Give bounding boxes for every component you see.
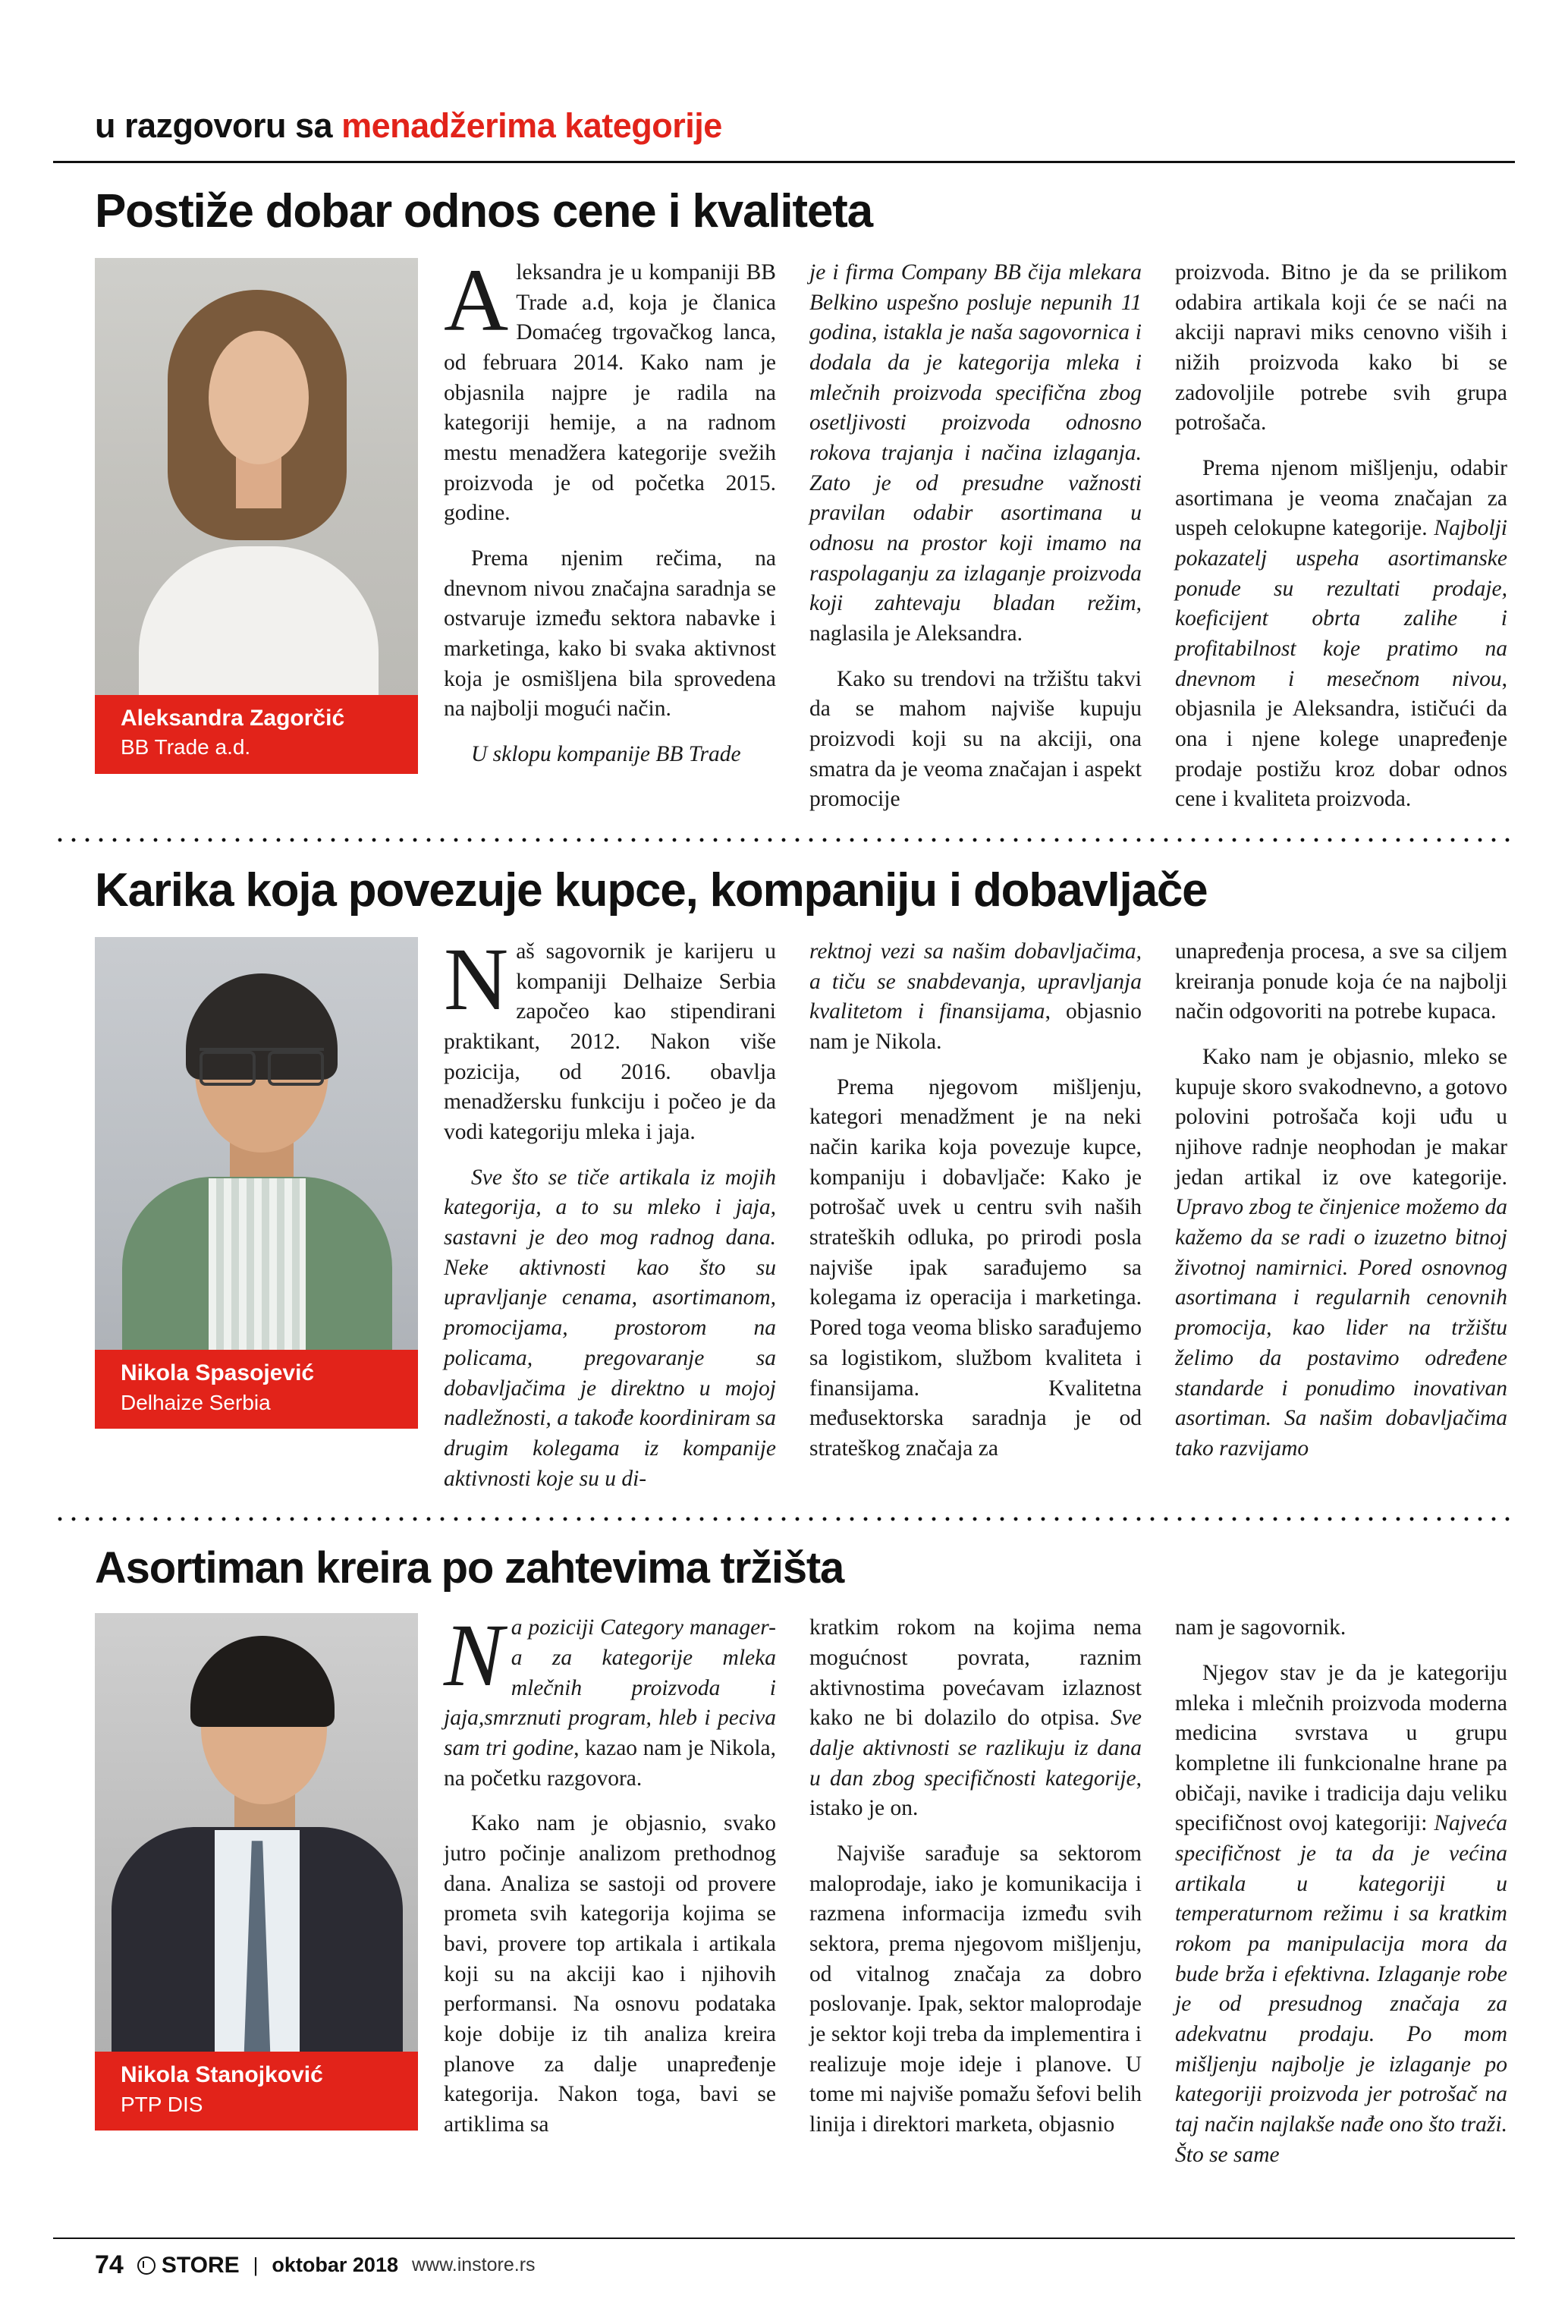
paragraph-text: unapređenja procesa, a sve sa ciljem kreiranja ponude koja će na najbolji način odgovoriti na potrebe kupaca. (1175, 939, 1507, 1024)
paragraph-text: Njegov stav je da je kategoriju mleka i mlečnih proizvoda moderna medicina svrstava u grupu kompletne ili funkcionalne hrane pa običaji, navike i tradicija daju veliku specifičnost ovoj kategoriji: (1175, 1660, 1507, 1836)
paragraph-quote: je i firma Company BB čija mlekara Belkino uspešno posluje nepunih 11 godina, istakla je naša sagovornica i dodala da je kategorija mleka i mlečnih proizvoda specifična zbog osetljivosti proizvoda odnosno rokova trajanja i načina izlaganja. Zato je od presudne važnosti pravilan odabir asortimana u odnosu na prostor koji imamo na raspolaganju za izlaganje proizvoda koji zahtevaju bladan režim (809, 260, 1142, 616)
article-2-columns (444, 929, 1507, 1494)
kicker-red-text: menadžerima kategorije (341, 106, 722, 145)
glasses-icon (200, 1048, 324, 1078)
article-1-body (53, 250, 1515, 815)
article-1-caption (95, 695, 418, 774)
article-3-col-1 (444, 1605, 776, 2170)
paragraph-text: Kako nam je objasnio, svako jutro počinje analizom prethodnog dana. Analiza se sastoji od provere prometa svih kategorija kojima se bavi, provere top artikala i artikala koji su na akciji kao i njihovih performansi. Na osnovu podataka koje dobije iz tih analiza kreira planove za dalje unapređenje kategorija. Nakon toga, bavi se artiklima sa (444, 1811, 776, 2137)
footer-divider (53, 2238, 1515, 2239)
paragraph-text: , naglasila je Aleksandra. (809, 591, 1142, 646)
caption-name: Nikola Stanojković (121, 2062, 323, 2088)
paragraph-text: , istako je on. (809, 1766, 1142, 1821)
paragraph-text: U sklopu kompanije BB Trade (471, 742, 741, 767)
issue-date: oktobar 2018 (272, 2253, 398, 2276)
paragraph-text: Prema njenom mišljenju, odabir asortimana je veoma značajan za uspeh celokupne kategorije. (1175, 456, 1507, 541)
brand-name: STORE (161, 2252, 240, 2278)
article-1-photo-column (95, 258, 444, 815)
article-2-headline: Karika koja povezuje kupce, kompaniju i dobavljače (95, 864, 1208, 917)
article-3-caption (95, 2052, 418, 2131)
article-3-portrait (95, 1613, 418, 2131)
paragraph-text: aš sagovornik je karijeru u kompaniji Delhaize Serbia započeo kao stipendirani praktikant, 2012. Nakon više pozicija, od 2016. obavlja menadžersku funkciju i počeo je da vodi kategoriju mleka i jaja. (444, 939, 776, 1145)
caption-org: BB Trade a.d. (121, 735, 251, 759)
article-1-columns (444, 250, 1507, 815)
article-3-body (53, 1605, 1515, 2170)
article-1-col-3 (1175, 258, 1507, 815)
article-2-col-2 (809, 937, 1142, 1494)
article-3-photo-column (95, 1613, 444, 2170)
paragraph-text: kratkim rokom na kojima nema mogućnost povrata, raznim aktivnostima povećavam izlaznost kako ne bi dolazilo do otpisa. (809, 1615, 1142, 1731)
paragraph-text: Prema njenim rečima, na dnevnom nivou značajna saradnja se ostvaruje između sektora nabavke i marketinga, kako bi svaka aktivnost koja je osmišljena bila sprovedena na najbolji mogući način. (444, 546, 776, 722)
article-1-separator (53, 838, 1515, 842)
paragraph-quote: rektnoj vezi sa našim dobavljačima, a tiču se snabdevanja, upravljanja kvalitetom i finansijama (809, 939, 1142, 1024)
paragraph-quote: Upravo zbog te činjenice možemo da kažemo da se radi o izuzetno bitnoj životnoj namirnici. Pored osnovnog asortimana i regularnih cenovnih promocija, kao lider na tržištu želimo da postavimo određene standarde i ponudimo inovativan asortiman. Sa našim dobavljačima tako razvijamo (1175, 1195, 1507, 1461)
dropcap-letter: N (444, 1605, 504, 1706)
article-3-col-3 (1175, 1613, 1507, 2170)
article-1-headline: Postiže dobar odnos cene i kvaliteta (95, 185, 872, 237)
brand-logo (137, 2253, 240, 2278)
article-1 (53, 184, 1515, 842)
article-3 (53, 1543, 1515, 2170)
article-2-col-1 (444, 929, 776, 1494)
page-number: 74 (95, 2250, 124, 2279)
paragraph-text: nam je sagovornik. (1175, 1615, 1346, 1640)
article-2-body (53, 929, 1515, 1494)
paragraph-text: proizvoda. Bitno je da se prilikom odabira artikala koji će se naći na akciji napravi miks cenovno viših i nižih proizvoda kako bi se zadovoljile potrebe svih grupa potrošača. (1175, 260, 1507, 436)
article-1-col-1 (444, 250, 776, 815)
paragraph-quote: Sve što se tiče artikala iz mojih kategorija, a to su mleko i jaja, sastavni je deo mog radnog dana. Neke aktivnosti kao što su upravljanje cenama, asortimanom, promocijama, prostorom na policama, pregovaranje sa dobavljačima je direktno u mojoj nadležnosti, a takođe koordiniram sa drugim kolegama iz kompanije aktivnosti koje su u di- (444, 1165, 776, 1491)
dropcap-letter: N (444, 929, 509, 1030)
paragraph-text: Prema njegovom mišljenju, kategori menadžment je na neki način karika koja povezuje kupce, kompaniju i dobavljače: Kako je potrošač uvek u centru svih naših strateških odluka, po prirodi posla najviše ipak sarađujemo sa kolegama iz operacija i marketinga. Pored toga veoma blisko sarađujemo sa logistikom, službom kvaliteta i finansijama. Kvalitetna međusektorska saradnja je od strateškog značaja za (809, 1074, 1142, 1461)
paragraph-text: Najviše sarađuje sa sektorom maloprodaje, iako je komunikacija i razmena informacija između svih sektora, prema njegovom mišljenju, od vitalnog značaja za dobro poslovanje. Ipak, sektor maloprodaje je sektor koji treba da implementira i realizuje moje ideje i planove. U tome mi najviše pomažu šefovi belih linija i direktori marketa, objasnio (809, 1841, 1142, 2137)
page-footer (53, 2250, 536, 2280)
article-1-portrait (95, 258, 418, 774)
kicker-black-text: u razgovoru sa (95, 106, 333, 145)
circle-icon (137, 2256, 156, 2275)
footer-separator: | (253, 2253, 259, 2276)
article-2-separator (53, 1517, 1515, 1521)
paragraph-quote: a poziciji Category manager-a za kategorije mleka mlečnih proizvoda i jaja,smrznuti program, hleb i peciva sam tri godine (444, 1615, 776, 1760)
paragraph-text: Kako nam je objasnio, mleko se kupuje skoro svakodnevno, a gotovo polovini potrošača koji uđu u njihove radnje neophodan je makar jedan artikal iz ove kategorije. (1175, 1045, 1507, 1190)
header-divider (53, 161, 1515, 163)
face-shape (209, 331, 309, 464)
caption-name: Nikola Spasojević (121, 1360, 315, 1385)
paragraph-text: Kako su trendovi na tržištu takvi da se mahom najviše kupuju proizvodi koji su na akciji, ona smatra da je veoma značajan i aspekt promocije (809, 666, 1142, 812)
paragraph-quote: Najbolji pokazatelj uspeha asortimanske ponude su rezultati prodaje, koeficijent obrta zalihe i profitabilnost koje pratimo na dnevnom i mesečnom nivou (1175, 516, 1507, 691)
article-2-caption (95, 1350, 418, 1429)
paragraph-quote: Najveća specifičnost je ta da je većina artikala u kategoriji u temperaturnom režimu i sa kratkim rokom pa manipulacija mora da bude brža i efektivna. Izlaganje robe je od presudnog značaja za adekvatnu prodaju. Po mom mišljenju najbolje je izlaganje po kategoriji proizvoda jer potrošač na taj način najlakše nađe ono što traži. Što se same (1175, 1811, 1507, 2167)
article-3-headline: Asortiman kreira po zahtevima tržišta (95, 1543, 844, 1593)
paragraph-text: , objasnio nam je Nikola. (809, 999, 1142, 1055)
article-2 (53, 863, 1515, 1521)
caption-name: Aleksandra Zagorčić (121, 705, 345, 731)
article-2-col-3 (1175, 937, 1507, 1494)
article-2-photo-column (95, 937, 444, 1494)
article-1-col-2 (809, 258, 1142, 815)
paragraph-text: , objasnila je Aleksandra, ističući da ona i njene kolege unapređenje prodaje postižu kroz dobar odnos cene i kvaliteta proizvoda. (1175, 666, 1507, 812)
paragraph-text: leksandra je u kompaniji BB Trade a.d, koja je članica Domaćeg trgovačkog lanca, od februara 2014. Kako nam je objasnila najpre je radila na kategoriji hemije, a na radnom mestu menadžera kategorije svežih proizvoda je od početka 2015. godine. (444, 260, 776, 526)
section-kicker (53, 106, 1515, 146)
paragraph-quote: Sve dalje aktivnosti se razlikuju iz dana u dan zbog specifičnosti kategorije (809, 1706, 1142, 1791)
caption-org: PTP DIS (121, 2092, 203, 2116)
article-3-columns (444, 1605, 1507, 2170)
article-3-col-2 (809, 1613, 1142, 2170)
dropcap-letter: A (444, 250, 509, 350)
magazine-page (0, 106, 1568, 2324)
website-url[interactable]: www.instore.rs (411, 2254, 536, 2275)
caption-org: Delhaize Serbia (121, 1390, 271, 1414)
article-2-portrait (95, 937, 418, 1429)
paragraph-text: , kazao nam je Nikola, na početku razgovora. (444, 1735, 776, 1791)
